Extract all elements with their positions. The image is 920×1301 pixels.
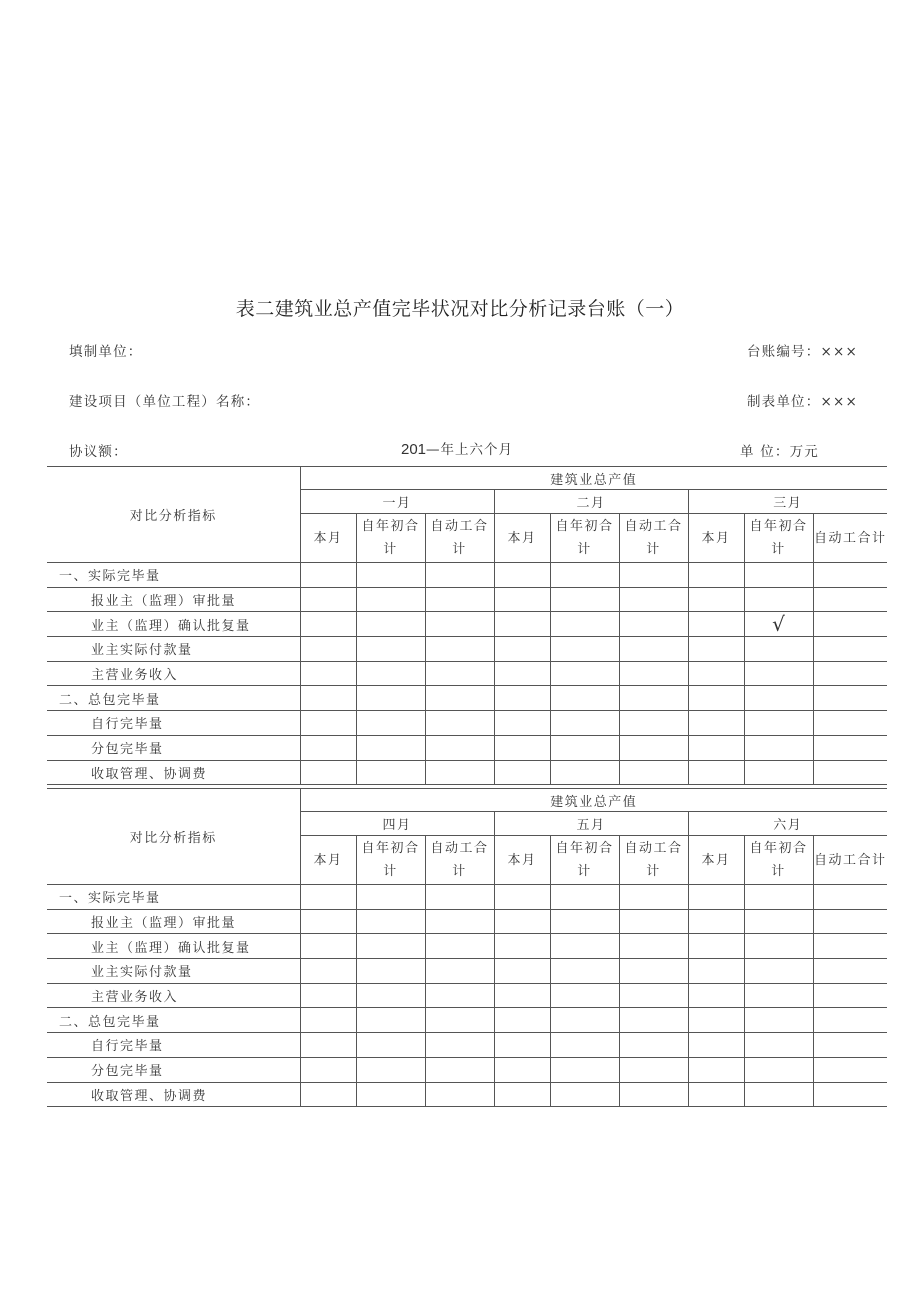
table-cell — [356, 612, 425, 637]
table-cell — [300, 983, 356, 1008]
table-cell — [550, 637, 619, 662]
table-cell — [494, 612, 550, 637]
table-cell — [425, 1057, 494, 1082]
table-cell — [744, 760, 813, 785]
table-cell — [425, 760, 494, 785]
table-cell — [356, 711, 425, 736]
table-cell — [425, 1033, 494, 1058]
table-cell — [300, 1057, 356, 1082]
row-label: 报业主（监理）审批量 — [47, 587, 300, 612]
row-label: 一、实际完毕量 — [47, 563, 300, 588]
table-cell — [619, 1057, 688, 1082]
table-cell — [688, 959, 744, 984]
table-cell — [619, 711, 688, 736]
column-header: 本月 — [688, 836, 744, 885]
table-cell — [356, 760, 425, 785]
table-cell — [813, 735, 887, 760]
table-cell — [494, 1082, 550, 1107]
table-cell — [494, 885, 550, 910]
row-label: 二、总包完毕量 — [47, 686, 300, 711]
table-row — [47, 909, 887, 934]
table-cell — [494, 1033, 550, 1058]
column-header: 本月 — [494, 514, 550, 563]
table-cell — [425, 735, 494, 760]
table-cell — [813, 1057, 887, 1082]
column-header: 自年初合计 — [744, 514, 813, 563]
table-cell — [300, 1082, 356, 1107]
column-header: 自动工合计 — [619, 514, 688, 563]
table-cell — [813, 760, 887, 785]
table-cell — [688, 909, 744, 934]
table-cell — [300, 612, 356, 637]
table-cell — [744, 909, 813, 934]
table-cell — [356, 1033, 425, 1058]
table-cell — [744, 983, 813, 1008]
table-cell — [688, 1033, 744, 1058]
table-cell — [494, 909, 550, 934]
table-row — [47, 983, 887, 1008]
table-row — [47, 686, 887, 711]
table-cell — [688, 934, 744, 959]
column-header: 本月 — [300, 514, 356, 563]
period-year: 201 — [401, 441, 427, 458]
header-row — [47, 789, 887, 812]
table-cell — [494, 661, 550, 686]
month-header: 四月 — [300, 812, 494, 836]
table-cell — [494, 1008, 550, 1033]
table-row — [47, 1082, 887, 1107]
column-header: 本月 — [300, 836, 356, 885]
table-cell — [619, 959, 688, 984]
page-title: 表二建筑业总产值完毕状况对比分析记录台账（一） — [235, 298, 685, 320]
table-cell — [356, 1082, 425, 1107]
table-cell — [550, 563, 619, 588]
table-cell — [550, 686, 619, 711]
table-cell — [688, 587, 744, 612]
table-cell — [356, 661, 425, 686]
table-cell — [425, 885, 494, 910]
header-row — [47, 467, 887, 490]
table-cell — [425, 934, 494, 959]
column-header: 自年初合计 — [356, 514, 425, 563]
table-cell — [494, 637, 550, 662]
row-label: 业主实际付款量 — [47, 959, 300, 984]
table-cell — [813, 563, 887, 588]
table-cell — [425, 686, 494, 711]
contract-amount-label: 协议额： — [69, 444, 128, 460]
table-cell — [688, 983, 744, 1008]
table-cell — [813, 983, 887, 1008]
table-row — [47, 959, 887, 984]
table-row — [47, 735, 887, 760]
table-cell — [813, 885, 887, 910]
table-cell — [813, 686, 887, 711]
table-cell — [813, 1008, 887, 1033]
table-cell — [813, 637, 887, 662]
row-label: 分包完毕量 — [47, 735, 300, 760]
table-cell — [300, 661, 356, 686]
table-cell — [688, 637, 744, 662]
table-cell — [300, 959, 356, 984]
table-cell — [425, 637, 494, 662]
table-cell — [550, 760, 619, 785]
table-cell — [356, 885, 425, 910]
table-row — [47, 1008, 887, 1033]
table-cell — [744, 637, 813, 662]
column-header: 本月 — [688, 514, 744, 563]
table-cell — [744, 885, 813, 910]
group-header: 建筑业总产值 — [300, 789, 887, 812]
table-cell — [494, 735, 550, 760]
table-cell — [688, 760, 744, 785]
month-header: 二月 — [494, 490, 688, 514]
table-cell — [300, 735, 356, 760]
table-cell — [550, 1082, 619, 1107]
table-cell — [494, 760, 550, 785]
table-cell — [619, 735, 688, 760]
column-header: 自年初合计 — [744, 836, 813, 885]
table-cell — [300, 885, 356, 910]
table-row — [47, 934, 887, 959]
comparison-table-first-quarter — [47, 466, 887, 785]
row-label: 分包完毕量 — [47, 1057, 300, 1082]
table-cell — [550, 711, 619, 736]
indicator-header: 对比分析指标 — [47, 789, 300, 885]
table-cell — [619, 612, 688, 637]
project-name-label: 建设项目（单位工程）名称： — [69, 394, 261, 410]
table-row — [47, 1033, 887, 1058]
prep-unit-label: 制表单位：××× — [746, 394, 858, 410]
table-cell — [619, 686, 688, 711]
table-cell — [300, 934, 356, 959]
table-cell — [356, 563, 425, 588]
table-cell — [300, 909, 356, 934]
table-cell — [813, 661, 887, 686]
table-row — [47, 711, 887, 736]
table-cell — [744, 612, 813, 637]
table-cell — [494, 1057, 550, 1082]
table-cell — [744, 1033, 813, 1058]
row-label: 一、实际完毕量 — [47, 885, 300, 910]
table-row — [47, 1057, 887, 1082]
table-cell — [619, 983, 688, 1008]
table-cell — [494, 983, 550, 1008]
table-cell — [550, 983, 619, 1008]
table-cell — [425, 563, 494, 588]
table-cell — [688, 1082, 744, 1107]
column-header: 自年初合计 — [550, 836, 619, 885]
table-cell — [550, 885, 619, 910]
table-cell — [813, 1033, 887, 1058]
table-cell — [356, 959, 425, 984]
table-row — [47, 885, 887, 910]
table-cell — [688, 686, 744, 711]
table-cell — [425, 587, 494, 612]
column-header: 自动工合计 — [813, 514, 887, 563]
table-cell — [356, 637, 425, 662]
row-label: 自行完毕量 — [47, 711, 300, 736]
table-cell — [356, 686, 425, 711]
table-cell — [619, 1082, 688, 1107]
row-label: 报业主（监理）审批量 — [47, 909, 300, 934]
row-label: 业主（监理）确认批复量 — [47, 612, 300, 637]
row-label: 主营业务收入 — [47, 983, 300, 1008]
month-header: 六月 — [688, 812, 887, 836]
period-label — [401, 438, 513, 458]
table-cell — [744, 686, 813, 711]
table-cell — [688, 885, 744, 910]
table-cell — [619, 909, 688, 934]
table-cell — [356, 909, 425, 934]
row-label: 主营业务收入 — [47, 661, 300, 686]
table-cell — [300, 563, 356, 588]
table-cell — [494, 711, 550, 736]
table-row — [47, 612, 887, 637]
table-cell — [688, 1008, 744, 1033]
table-cell — [300, 760, 356, 785]
table-cell — [494, 587, 550, 612]
table-cell — [300, 637, 356, 662]
table-row — [47, 587, 887, 612]
table-cell — [744, 1057, 813, 1082]
table-cell — [619, 661, 688, 686]
table-cell — [619, 587, 688, 612]
indicator-header: 对比分析指标 — [47, 467, 300, 563]
table-cell — [550, 959, 619, 984]
column-header: 自动工合计 — [425, 836, 494, 885]
fill-unit-label: 填制单位： — [69, 344, 143, 360]
table-cell — [813, 711, 887, 736]
table-cell — [813, 587, 887, 612]
table-cell — [550, 1008, 619, 1033]
column-header: 自动工合计 — [813, 836, 887, 885]
table-cell — [300, 711, 356, 736]
table-cell — [744, 661, 813, 686]
row-label: 二、总包完毕量 — [47, 1008, 300, 1033]
check-mark: √ — [772, 611, 785, 636]
table-cell — [494, 959, 550, 984]
table-cell — [619, 563, 688, 588]
table-cell — [300, 1008, 356, 1033]
table-cell — [356, 934, 425, 959]
table-cell — [356, 587, 425, 612]
month-header: 一月 — [300, 490, 494, 514]
table-cell — [688, 661, 744, 686]
table-cell — [425, 1008, 494, 1033]
table-cell — [619, 637, 688, 662]
unit-label: 单 位：万元 — [740, 444, 819, 460]
table-cell — [619, 934, 688, 959]
table-cell — [813, 934, 887, 959]
table-cell — [425, 909, 494, 934]
table-row — [47, 563, 887, 588]
table-row — [47, 760, 887, 785]
table-cell — [744, 587, 813, 612]
row-label: 收取管理、协调费 — [47, 760, 300, 785]
comparison-table-second-quarter — [47, 788, 887, 1107]
table-cell — [744, 735, 813, 760]
table-cell — [688, 563, 744, 588]
table-cell — [356, 983, 425, 1008]
table-cell — [494, 934, 550, 959]
table-cell — [356, 735, 425, 760]
table-cell — [619, 1033, 688, 1058]
period-rest: —年上六个月 — [426, 442, 514, 458]
table-cell — [688, 612, 744, 637]
table-cell — [688, 735, 744, 760]
table-cell — [744, 563, 813, 588]
table-cell — [744, 959, 813, 984]
column-header: 自动工合计 — [619, 836, 688, 885]
table-cell — [688, 1057, 744, 1082]
month-header: 五月 — [494, 812, 688, 836]
table-cell — [550, 1057, 619, 1082]
table-cell — [494, 563, 550, 588]
table-cell — [550, 909, 619, 934]
table-cell — [550, 587, 619, 612]
table-cell — [300, 686, 356, 711]
row-label: 收取管理、协调费 — [47, 1082, 300, 1107]
table-cell — [425, 711, 494, 736]
table-cell — [813, 1082, 887, 1107]
table-cell — [550, 612, 619, 637]
ledger-number-label: 台账编号：××× — [746, 344, 858, 360]
table-cell — [425, 661, 494, 686]
table-cell — [356, 1057, 425, 1082]
table-cell — [619, 760, 688, 785]
table-cell — [688, 711, 744, 736]
table-cell — [300, 1033, 356, 1058]
table-cell — [425, 983, 494, 1008]
table-cell — [619, 1008, 688, 1033]
column-header: 自动工合计 — [425, 514, 494, 563]
table-cell — [425, 959, 494, 984]
table-row — [47, 637, 887, 662]
column-header: 本月 — [494, 836, 550, 885]
table-cell — [494, 686, 550, 711]
table-cell — [813, 959, 887, 984]
table-cell — [619, 885, 688, 910]
table-cell — [550, 934, 619, 959]
table-cell — [550, 661, 619, 686]
table-cell — [744, 934, 813, 959]
table-cell — [813, 909, 887, 934]
table-cell — [550, 735, 619, 760]
column-header: 自年初合计 — [550, 514, 619, 563]
row-label: 业主实际付款量 — [47, 637, 300, 662]
row-label: 业主（监理）确认批复量 — [47, 934, 300, 959]
table-cell — [744, 711, 813, 736]
table-row — [47, 661, 887, 686]
table-cell — [550, 1033, 619, 1058]
table-cell — [813, 612, 887, 637]
table-cell — [356, 1008, 425, 1033]
table-cell — [744, 1082, 813, 1107]
table-cell — [744, 1008, 813, 1033]
group-header: 建筑业总产值 — [300, 467, 887, 490]
row-label: 自行完毕量 — [47, 1033, 300, 1058]
column-header: 自年初合计 — [356, 836, 425, 885]
table-cell — [300, 587, 356, 612]
table-cell — [425, 1082, 494, 1107]
month-header: 三月 — [688, 490, 887, 514]
table-cell — [425, 612, 494, 637]
